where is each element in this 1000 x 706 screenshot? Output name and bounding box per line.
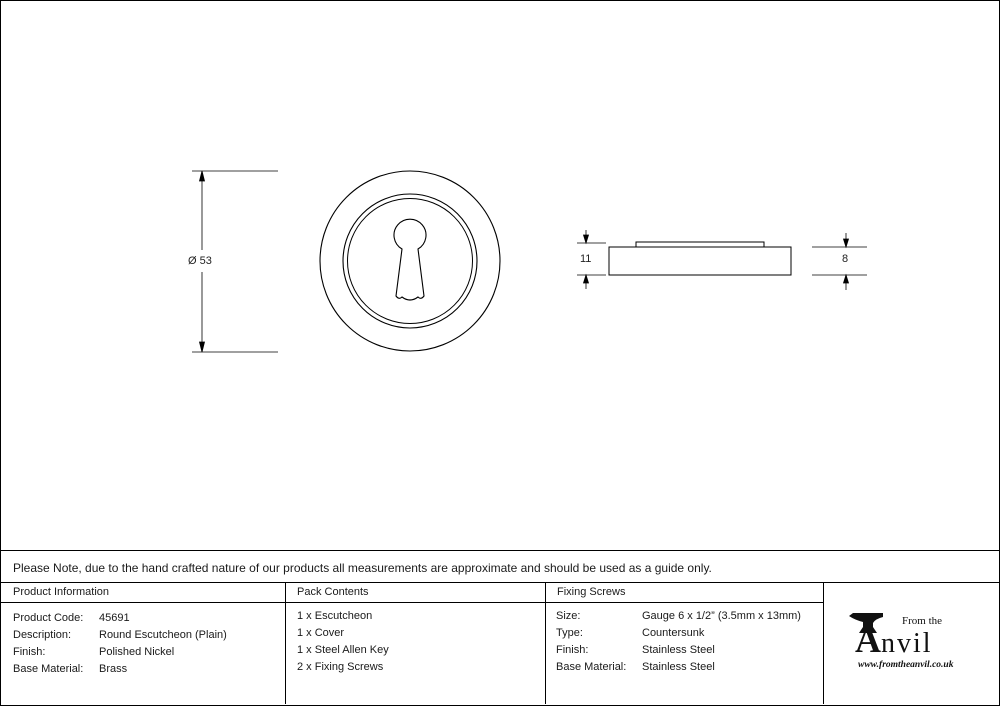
from-the-anvil-logo (835, 607, 985, 677)
description-value: Round Escutcheon (Plain) (99, 629, 227, 641)
pack-item: 1 x Steel Allen Key (297, 644, 389, 656)
column-divider-2 (545, 582, 546, 704)
screw-finish-value: Stainless Steel (642, 644, 715, 656)
svg-text:A: A (855, 620, 881, 660)
pack-item: 2 x Fixing Screws (297, 661, 384, 673)
screw-size-value: Gauge 6 x 1/2” (3.5mm x 13mm) (642, 610, 801, 622)
keyhole-shape (394, 219, 426, 300)
product-code-value: 45691 (99, 612, 130, 624)
finish-label: Finish: (13, 646, 46, 658)
base-material-label: Base Material: (13, 663, 84, 675)
screw-finish-label: Finish: (556, 644, 589, 656)
screw-size-label: Size: (556, 610, 581, 622)
column-divider-3 (823, 582, 824, 704)
height-dimension-8 (812, 233, 867, 290)
escutcheon-front-view (320, 171, 500, 351)
product-info-heading: Product Information (13, 586, 109, 598)
product-code-label: Product Code: (13, 612, 84, 624)
height-outer-label: 11 (580, 253, 592, 265)
pack-item: 1 x Escutcheon (297, 610, 373, 622)
svg-text:www.fromtheanvil.co.uk: www.fromtheanvil.co.uk (858, 660, 954, 670)
header-divider (0, 602, 823, 603)
column-divider-1 (285, 582, 286, 704)
pack-contents-heading: Pack Contents (297, 586, 369, 598)
svg-text:From the: From the (902, 615, 943, 627)
pack-item: 1 x Cover (297, 627, 345, 639)
escutcheon-side-view (609, 242, 791, 275)
screw-type-value: Countersunk (642, 627, 705, 639)
disclaimer-note: Please Note, due to the hand crafted nature of our products all measurements are approximate and should be used as a guide only. (13, 561, 712, 575)
description-label: Description: (13, 629, 72, 641)
table-top-border (0, 550, 1000, 551)
svg-text:nvil: nvil (881, 628, 933, 659)
screw-material-value: Stainless Steel (642, 661, 715, 673)
base-material-value: Brass (99, 663, 128, 675)
fixing-screws-heading: Fixing Screws (557, 586, 626, 598)
screw-type-label: Type: (556, 627, 583, 639)
height-inner-label: 8 (842, 253, 849, 265)
anvil-logo-graphic (835, 607, 985, 677)
finish-value: Polished Nickel (99, 646, 175, 658)
diameter-label: Ø 53 (188, 255, 212, 267)
screw-material-label: Base Material: (556, 661, 627, 673)
note-divider (0, 582, 1000, 583)
